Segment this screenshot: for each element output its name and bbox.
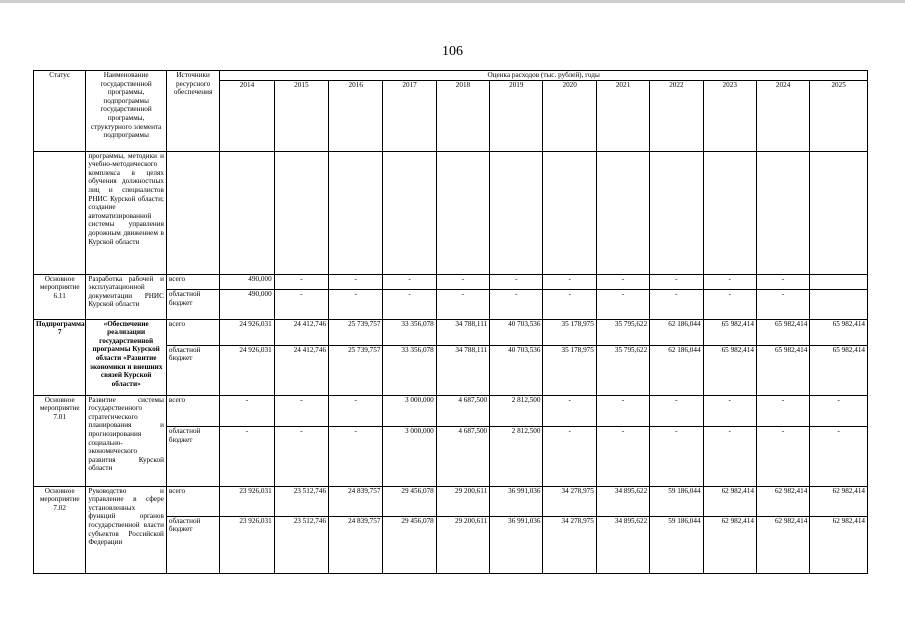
status-cell: Основное мероприятие 7.02 xyxy=(34,486,86,573)
value-cell: 65 982,414 xyxy=(810,319,868,345)
value-cell: 62 982,414 xyxy=(810,516,868,573)
value-cell: 35 178,975 xyxy=(543,319,596,345)
table-row xyxy=(34,486,868,516)
source-cell: всего xyxy=(166,274,219,290)
value-cell: 2 812,500 xyxy=(490,395,543,426)
page-number: 106 xyxy=(442,44,463,59)
value-cell: - xyxy=(596,274,649,290)
table-row xyxy=(34,274,868,290)
value-cell: 4 687,500 xyxy=(436,395,489,426)
value-cell: 3 000,000 xyxy=(383,395,436,426)
value-cell: 59 186,044 xyxy=(650,516,703,573)
value-cell: 36 991,036 xyxy=(490,516,543,573)
value-cell: 23 512,746 xyxy=(274,516,328,573)
value-cell: 24 926,031 xyxy=(220,345,274,395)
value-cell: 34 895,622 xyxy=(596,516,649,573)
value-cell: 29 200,611 xyxy=(436,516,489,573)
year-header-2018: 2018 xyxy=(436,80,489,151)
value-cell: 23 926,031 xyxy=(220,516,274,573)
year-header-2021: 2021 xyxy=(596,80,649,151)
value-cell: 3 000,000 xyxy=(383,427,436,487)
value-cell: - xyxy=(329,290,383,319)
value-cell: 34 278,975 xyxy=(543,486,596,516)
value-cell: 65 982,414 xyxy=(756,319,809,345)
continuation-status-cell xyxy=(34,151,86,274)
source-cell: областной бюджет xyxy=(166,427,219,487)
value-cell: 62 186,044 xyxy=(650,319,703,345)
value-cell: 2 812,500 xyxy=(490,427,543,487)
value-cell: 62 982,414 xyxy=(756,486,809,516)
name-cell: Развитие системы государственного стратегического планирования и прогнозирования социально-экономического развития Курской области xyxy=(86,395,167,486)
value-cell: - xyxy=(756,395,809,426)
source-cell: всего xyxy=(166,486,219,516)
value-cell: - xyxy=(596,395,649,426)
continuation-name-cell: программы, методики и учебно-методического комплекса в целях обучения должностных лиц и специалистов РНИС Курской области; создание автоматизированной системы управления дорожным движением в Курской области xyxy=(86,151,167,274)
value-cell: - xyxy=(756,274,809,290)
source-cell: областной бюджет xyxy=(166,345,219,395)
value-cell: 34 788,111 xyxy=(436,319,489,345)
source-cell: всего xyxy=(166,395,219,426)
value-cell: - xyxy=(220,395,274,426)
value-cell: 33 356,078 xyxy=(383,319,436,345)
value-cell: - xyxy=(329,274,383,290)
value-cell: - xyxy=(810,427,868,487)
value-cell: - xyxy=(329,427,383,487)
source-cell: областной бюджет xyxy=(166,516,219,573)
source-cell: областной бюджет xyxy=(166,290,219,319)
value-cell: - xyxy=(810,395,868,426)
continuation-row xyxy=(34,151,868,274)
table-row xyxy=(34,395,868,426)
value-cell: 490,000 xyxy=(220,274,274,290)
name-cell: Разработка рабочей и эксплуатационной документации РНИС Курской области xyxy=(86,274,167,319)
value-cell: - xyxy=(703,274,756,290)
value-cell: - xyxy=(543,427,596,487)
value-cell: - xyxy=(756,427,809,487)
value-cell: - xyxy=(436,274,489,290)
value-cell: 33 356,078 xyxy=(383,345,436,395)
value-cell: 34 278,975 xyxy=(543,516,596,573)
status-cell: Основное мероприятие 7.01 xyxy=(34,395,86,486)
value-cell: 65 982,414 xyxy=(810,345,868,395)
value-cell: 35 178,975 xyxy=(543,345,596,395)
value-cell: 59 186,044 xyxy=(650,486,703,516)
value-cell: 29 200,611 xyxy=(436,486,489,516)
value-cell xyxy=(810,290,868,319)
value-cell xyxy=(810,274,868,290)
value-cell: 24 412,746 xyxy=(274,345,328,395)
header-costs: Оценка расходов (тыс. рублей), годы xyxy=(220,71,868,81)
value-cell: 24 839,757 xyxy=(329,516,383,573)
year-header-2023: 2023 xyxy=(703,80,756,151)
value-cell: 4 687,500 xyxy=(436,427,489,487)
year-header-2022: 2022 xyxy=(650,80,703,151)
year-header-2019: 2019 xyxy=(490,80,543,151)
value-cell: - xyxy=(650,274,703,290)
year-header-2025: 2025 xyxy=(810,80,868,151)
value-cell: - xyxy=(596,290,649,319)
value-cell: - xyxy=(756,290,809,319)
year-header-2014: 2014 xyxy=(220,80,274,151)
value-cell: - xyxy=(650,427,703,487)
value-cell: 25 739,757 xyxy=(329,345,383,395)
name-cell: Руководство и управление в сфере установленных функций органов государственной власти субъектов Российской Федерации xyxy=(86,486,167,573)
value-cell: - xyxy=(543,274,596,290)
value-cell: 62 982,414 xyxy=(703,516,756,573)
value-cell: 24 839,757 xyxy=(329,486,383,516)
value-cell: 29 456,078 xyxy=(383,486,436,516)
value-cell: - xyxy=(274,427,328,487)
name-cell: «Обеспечение реализации государственной программы Курской области «Развитие экономики и внешних связей Курской области» xyxy=(86,319,167,395)
value-cell: 65 982,414 xyxy=(756,345,809,395)
value-cell: 25 739,757 xyxy=(329,319,383,345)
status-cell: Основное мероприятие 6.11 xyxy=(34,274,86,319)
value-cell: 24 926,031 xyxy=(220,319,274,345)
value-cell: 23 926,031 xyxy=(220,486,274,516)
value-cell: - xyxy=(703,290,756,319)
value-cell: 65 982,414 xyxy=(703,345,756,395)
value-cell: - xyxy=(274,290,328,319)
source-cell: всего xyxy=(166,319,219,345)
value-cell: 65 982,414 xyxy=(703,319,756,345)
value-cell: 35 795,622 xyxy=(596,319,649,345)
status-cell: Подпрограмма 7 xyxy=(34,319,86,395)
value-cell: - xyxy=(383,290,436,319)
value-cell: 35 795,622 xyxy=(596,345,649,395)
value-cell: - xyxy=(703,427,756,487)
value-cell: - xyxy=(650,395,703,426)
header-name: Наименование государственной программы, подпрограммы государственной программы, структурного элемента подпрограммы xyxy=(86,71,167,152)
header-row-top xyxy=(34,71,868,81)
value-cell: - xyxy=(650,290,703,319)
value-cell: - xyxy=(383,274,436,290)
year-header-2016: 2016 xyxy=(329,80,383,151)
year-header-2024: 2024 xyxy=(756,80,809,151)
value-cell: - xyxy=(490,290,543,319)
value-cell: 23 512,746 xyxy=(274,486,328,516)
value-cell: - xyxy=(543,290,596,319)
value-cell: - xyxy=(329,395,383,426)
value-cell: 62 982,414 xyxy=(703,486,756,516)
value-cell: - xyxy=(436,290,489,319)
continuation-source-cell xyxy=(166,151,219,274)
header-status: Статус xyxy=(34,71,86,152)
page-top-edge xyxy=(0,0,905,3)
value-cell: 490,000 xyxy=(220,290,274,319)
year-header-2020: 2020 xyxy=(543,80,596,151)
value-cell: - xyxy=(703,395,756,426)
value-cell: - xyxy=(543,395,596,426)
value-cell: 29 456,078 xyxy=(383,516,436,573)
value-cell: 40 703,536 xyxy=(490,319,543,345)
value-cell: 36 991,036 xyxy=(490,486,543,516)
header-source: Источники ресурсного обеспечения xyxy=(166,71,219,152)
year-header-2017: 2017 xyxy=(383,80,436,151)
value-cell: 34 788,111 xyxy=(436,345,489,395)
value-cell: - xyxy=(490,274,543,290)
value-cell: - xyxy=(274,395,328,426)
value-cell: - xyxy=(274,274,328,290)
year-header-2015: 2015 xyxy=(274,80,328,151)
table-row xyxy=(34,319,868,345)
value-cell: - xyxy=(596,427,649,487)
value-cell: 62 982,414 xyxy=(810,486,868,516)
value-cell: 40 703,536 xyxy=(490,345,543,395)
value-cell: 62 186,044 xyxy=(650,345,703,395)
value-cell: 62 982,414 xyxy=(756,516,809,573)
value-cell: 34 895,622 xyxy=(596,486,649,516)
value-cell: - xyxy=(220,427,274,487)
value-cell: 24 412,746 xyxy=(274,319,328,345)
budget-table xyxy=(33,70,868,574)
